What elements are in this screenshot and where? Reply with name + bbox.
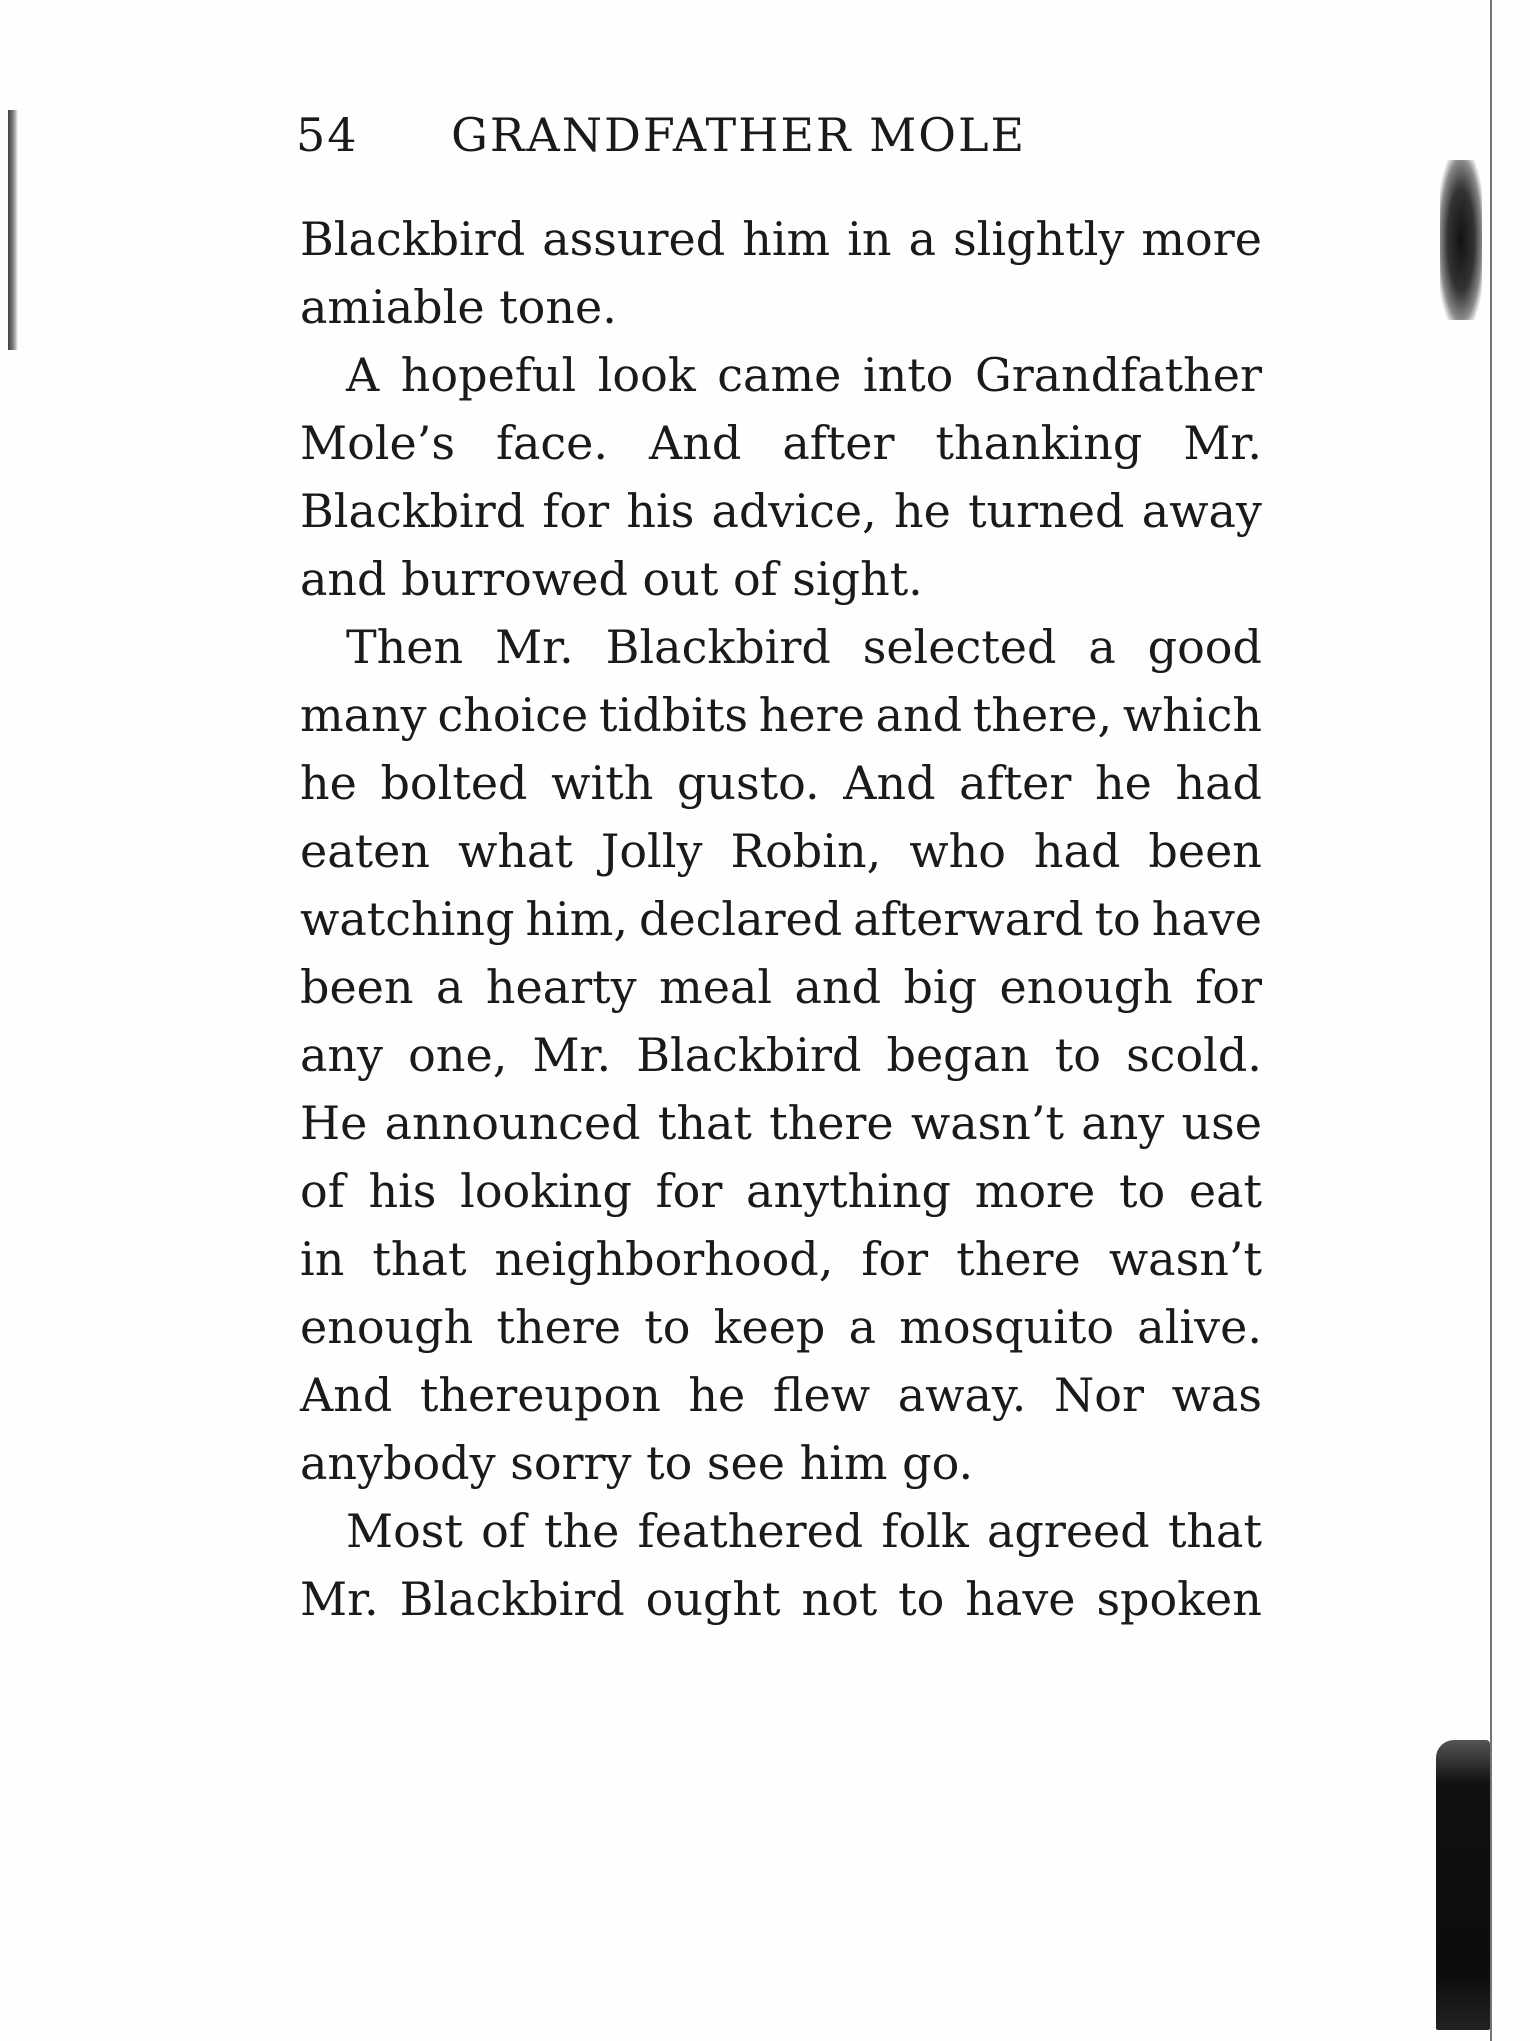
- text-line: many choice tidbits here and there, which: [300, 688, 1262, 742]
- text-line: he bolted with gusto. And after he had: [300, 756, 1262, 810]
- text-line: of his looking for anything more to eat: [300, 1164, 1262, 1218]
- text-line: And thereupon he flew away. Nor was: [300, 1368, 1262, 1422]
- running-head: GRANDFATHER MOLE: [451, 108, 1027, 162]
- text-line: Blackbird for his advice, he turned away: [300, 484, 1262, 538]
- text-line: been a hearty meal and big enough for: [300, 960, 1262, 1014]
- text-line: watching him, declared afterward to have: [300, 892, 1262, 946]
- text-line: Mole’s face. And after thanking Mr.: [300, 416, 1262, 470]
- text-line: in that neighborhood, for there wasn’t: [300, 1232, 1262, 1286]
- text-line: Most of the feathered folk agreed that: [346, 1504, 1262, 1558]
- page-header: [296, 108, 1296, 178]
- scan-edge-shadow-left: [8, 110, 18, 350]
- scan-ink-blot-bottom: [1436, 1740, 1490, 2030]
- text-line: and burrowed out of sight.: [300, 552, 923, 606]
- text-line: eaten what Jolly Robin, who had been: [300, 824, 1262, 878]
- text-line: Blackbird assured him in a slightly more: [300, 212, 1262, 266]
- text-line: He announced that there wasn’t any use: [300, 1096, 1262, 1150]
- scan-ink-blot-top: [1440, 160, 1482, 320]
- text-line: Then Mr. Blackbird selected a good: [346, 620, 1262, 674]
- text-line: anybody sorry to see him go.: [300, 1436, 974, 1490]
- scan-edge-line-right: [1490, 0, 1492, 2041]
- text-line: A hopeful look came into Grandfather: [346, 348, 1262, 402]
- text-line: enough there to keep a mosquito alive.: [300, 1300, 1262, 1354]
- text-line: amiable tone.: [300, 280, 617, 334]
- text-line: Mr. Blackbird ought not to have spoken: [300, 1572, 1262, 1626]
- text-line: any one, Mr. Blackbird began to scold.: [300, 1028, 1262, 1082]
- page-number: 54: [296, 108, 359, 162]
- body-text: [300, 205, 1262, 1633]
